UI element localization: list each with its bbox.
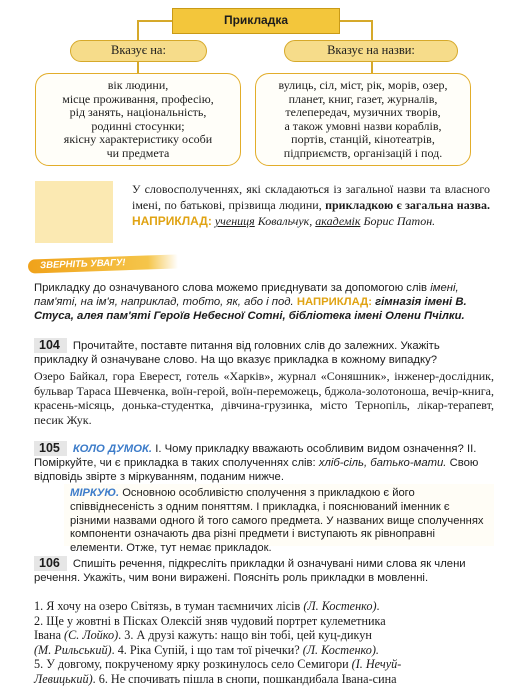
note-text: Прикладку до означуваного слова можемо приєднувати за допомогою слів [34, 282, 428, 294]
rule-line: У словосполученнях, які складаються із загальної назви та власного імені, по батькові, прізвища людини, [132, 182, 490, 212]
sentence-line: 5. У довгому, покрученому ярку розкинулось село Семигори (І. Нечуй- [34, 657, 402, 672]
exercise-106-task [34, 556, 492, 585]
attention-banner: ЗВЕРНІТЬ УВАГУ! [28, 254, 178, 273]
exercise-number: 104 [34, 338, 67, 353]
question-2-tail: Свою відповідь звірте з міркуванням, поданим нижче. [34, 457, 479, 484]
rule-bold: прикладкою є загальна назва. [325, 198, 490, 212]
rule-example-2: академік [315, 214, 361, 228]
sentence-line: Івана (С. Лойко). 3. А друзі кажуть: нащо він тобі, цей куц-дикун [34, 628, 372, 643]
left-header-pill: Вказує на: [70, 40, 207, 62]
exercise-105-task [34, 441, 492, 485]
task-text: Прочитайте, поставте питання від головних слів до залежних. Укажіть прикладку й означуване слово. На що вказує прикладка в кожному випадку? [34, 340, 440, 367]
exercise-106-body [34, 599, 494, 687]
right-line: портів, станцій, кінотеатрів, [291, 132, 435, 146]
note-words: імені, пам'яті, на ім'я, наприклад, тобто, як, або [34, 282, 459, 308]
rule-example-1: учениця [214, 214, 255, 228]
discussion-tag: КОЛО ДУМОК. [72, 443, 153, 455]
right-box [255, 73, 471, 166]
note-examples: гімназія імені В. Стуса, алея пам'яті Героїв Небесної Сотні, бібліотека імені Олени Пчілки. [34, 296, 467, 322]
right-header-pill: Вказує на назви: [284, 40, 458, 62]
left-box [35, 73, 241, 166]
rule-example-1-rest: Ковальчук, [257, 214, 313, 228]
right-line: вулиць, сіл, міст, рік, морів, озер, [278, 78, 448, 92]
hint-body: Основною особливістю сполучення з прикладкою є його співвіднесеність з одним поняттям. І прикладка, і пояснюваний іменник є різними назвами одного й того самого предмета. У названих вище сполученнях компоненти означають два різні предмети і виступають як рівноправні елементи. Отже, тут немає прикладок. [70, 487, 484, 555]
exercise-104-body: Озеро Байкал, гора Еверест, готель «Харків», журнал «Соняшник», інженер-дослідник, бульвар Тараса Шевченка, воїн-герой, воїн-переможець, бджола-золотоноша, вечір-книга, красень-місяць, донька-студентка, дівчина-грузинка, місто Тернопіль, лікар-терапевт, песик Жук. [34, 369, 494, 427]
right-line: а також умовні назви кораблів, [284, 118, 442, 133]
example-label: НАПРИКЛАД: [132, 214, 212, 228]
sentence-line: 1. Я хочу на озеро Світязь, в туман таємничих лісів (Л. Костенко). [34, 599, 380, 613]
left-line: чи предмета [106, 145, 170, 160]
note-text-2: і под. [266, 296, 294, 308]
example-label: НАПРИКЛАД: [296, 296, 372, 308]
exercise-104-task [34, 338, 492, 367]
left-line: рід занять, національність, [69, 105, 207, 119]
sentence-line: Левицький). 6. Не спочивать пішла в снопи, пошкандибала Івана-сина [34, 671, 397, 686]
question-2-words: хліб-сіль, батько-мати. [318, 457, 447, 470]
rule-example-2-rest: Борис Патон. [363, 214, 436, 228]
left-line: родинні стосунки; [91, 118, 185, 133]
task-text: Спишіть речення, підкресліть прикладки й означувані ними слова як члени речення. Укажіть, чим вони виражені. Поясніть роль прикладки в мовленні. [34, 558, 466, 585]
sentence-line: 2. Ще у жовтні в Пісках Олексій зняв чудовий портрет кулеметника [34, 613, 386, 628]
diagram-title: Прикладка [172, 8, 340, 34]
right-line: підприємств, організацій і под. [283, 145, 443, 160]
sentence-line: (М. Рильський). 4. Ріка Супій, і що там тої річечки? (Л. Костенко). [34, 642, 379, 657]
question-2: ІІ. Поміркуйте, чи є прикладка в таких сполученнях слів: [34, 443, 477, 470]
left-line: якісну характеристику особи [63, 132, 213, 146]
attention-note [34, 281, 490, 323]
rule-text [132, 181, 490, 229]
right-line: планет, книг, газет, журналів, [288, 91, 438, 106]
right-line: телепередач, музичних творів, [285, 105, 441, 119]
hint-text-block [70, 487, 490, 556]
left-line: місце проживання, професію, [62, 91, 214, 106]
question-1: І. Чому прикладку вважають особливим видом означення? [155, 443, 464, 455]
exercise-number: 105 [34, 441, 67, 456]
hint-tag: МІРКУЮ. [70, 487, 120, 499]
exercise-number: 106 [34, 556, 67, 571]
rule-stripe [35, 181, 113, 243]
left-line: вік людини, [107, 78, 169, 92]
